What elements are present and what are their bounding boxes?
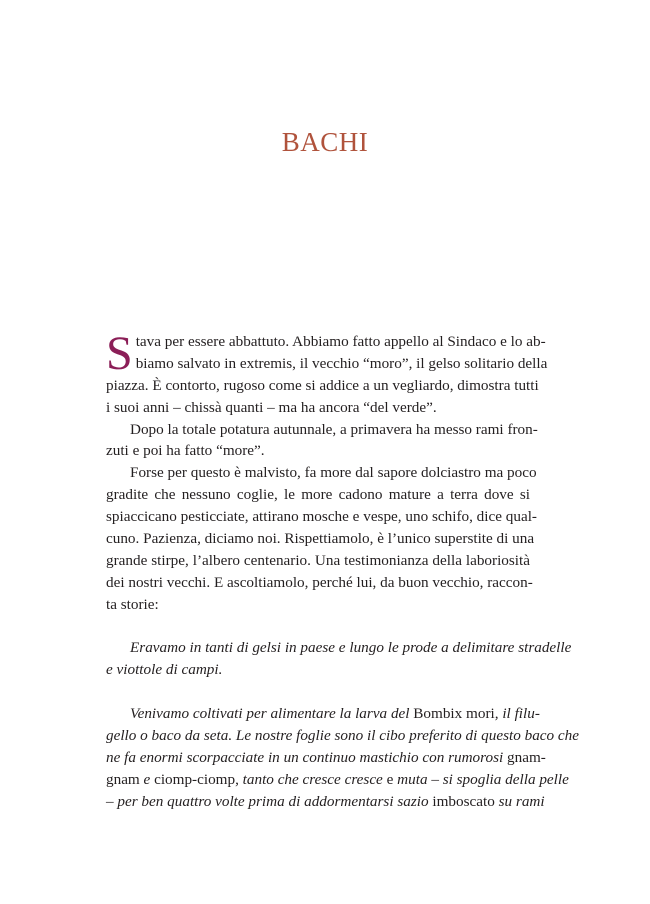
text-line: zuti e poi ha fatto “more”. bbox=[106, 442, 265, 460]
italic-span: gello o baco da seta. Le nostre foglie sono il cibo preferito di questo baco che bbox=[106, 727, 579, 745]
paragraph-5 bbox=[106, 703, 579, 812]
text-line: tava per essere abbattuto. Abbiamo fatto appello al Sindaco e lo ab- bbox=[135, 333, 546, 350]
spacer bbox=[106, 616, 530, 638]
roman-span: gnam- bbox=[507, 748, 546, 766]
italic-span: su rami bbox=[494, 792, 545, 810]
roman-span: e bbox=[386, 770, 394, 788]
roman-span: imboscato bbox=[432, 792, 495, 810]
italic-span: ne fa enormi scorpacciate in un continuo mastichio con rumorosi bbox=[106, 748, 508, 766]
paragraph-3 bbox=[106, 462, 537, 615]
italic-span: tanto che cresce cresce bbox=[242, 770, 387, 788]
roman-span: ciomp-ciomp, bbox=[150, 770, 243, 788]
text-line: dei nostri vecchi. E ascoltiamolo, perché lui, da buon vecchio, raccon- bbox=[106, 573, 533, 591]
paragraph-4 bbox=[106, 637, 572, 681]
text-line: Dopo la totale potatura autunnale, a primavera ha messo rami fron- bbox=[130, 420, 538, 438]
spacer bbox=[106, 681, 530, 703]
roman-span: gnam bbox=[106, 770, 144, 788]
paragraph-1 bbox=[106, 327, 548, 419]
italic-span: e bbox=[143, 770, 151, 788]
text-line: Forse per questo è malvisto, fa more dal sapore dolciastro ma poco bbox=[130, 464, 537, 482]
text-line: Eravamo in tanti di gelsi in paese e lungo le prode a delimitare stradelle bbox=[130, 639, 572, 657]
text-line: ta storie: bbox=[106, 595, 159, 613]
text-line bbox=[106, 725, 579, 747]
italic-span: , il filu- bbox=[494, 705, 540, 723]
body-text bbox=[106, 327, 579, 813]
text-line bbox=[106, 769, 569, 791]
text-line: spiaccicano pesticciate, attirano mosche e vespe, uno schifo, dice qual- bbox=[106, 508, 537, 526]
text-line: piazza. È contorto, rugoso come si addice a un vegliardo, dimostra tutti bbox=[106, 376, 539, 394]
text-line: i suoi anni – chissà quanti – ma ha ancora “del verde”. bbox=[106, 398, 437, 416]
text-line bbox=[106, 747, 546, 769]
paragraph-2 bbox=[106, 419, 538, 463]
roman-span: Bombix mori bbox=[413, 705, 495, 723]
text-line: gradite che nessuno coglie, le more cadono mature a terra dove si bbox=[106, 486, 530, 504]
text-line: grande stirpe, l’albero centenario. Una testimonianza della laboriosità bbox=[106, 551, 530, 569]
drop-cap: S bbox=[106, 327, 133, 380]
text-line bbox=[106, 703, 540, 725]
italic-span: muta – si spoglia della pelle bbox=[393, 770, 569, 788]
text-line: cuno. Pazienza, diciamo noi. Rispettiamolo, è l’unico superstite di una bbox=[106, 530, 535, 548]
chapter-title: BACHI bbox=[281, 127, 369, 157]
italic-span: – per ben quattro volte prima di addormentarsi sazio bbox=[106, 792, 433, 810]
text-line bbox=[106, 791, 545, 813]
text-line: biamo salvato in extremis, il vecchio “moro”, il gelso solitario della bbox=[135, 354, 548, 372]
text-line: e viottole di campi. bbox=[106, 661, 223, 679]
italic-span: Venivamo coltivati per alimentare la larva del bbox=[130, 705, 414, 723]
